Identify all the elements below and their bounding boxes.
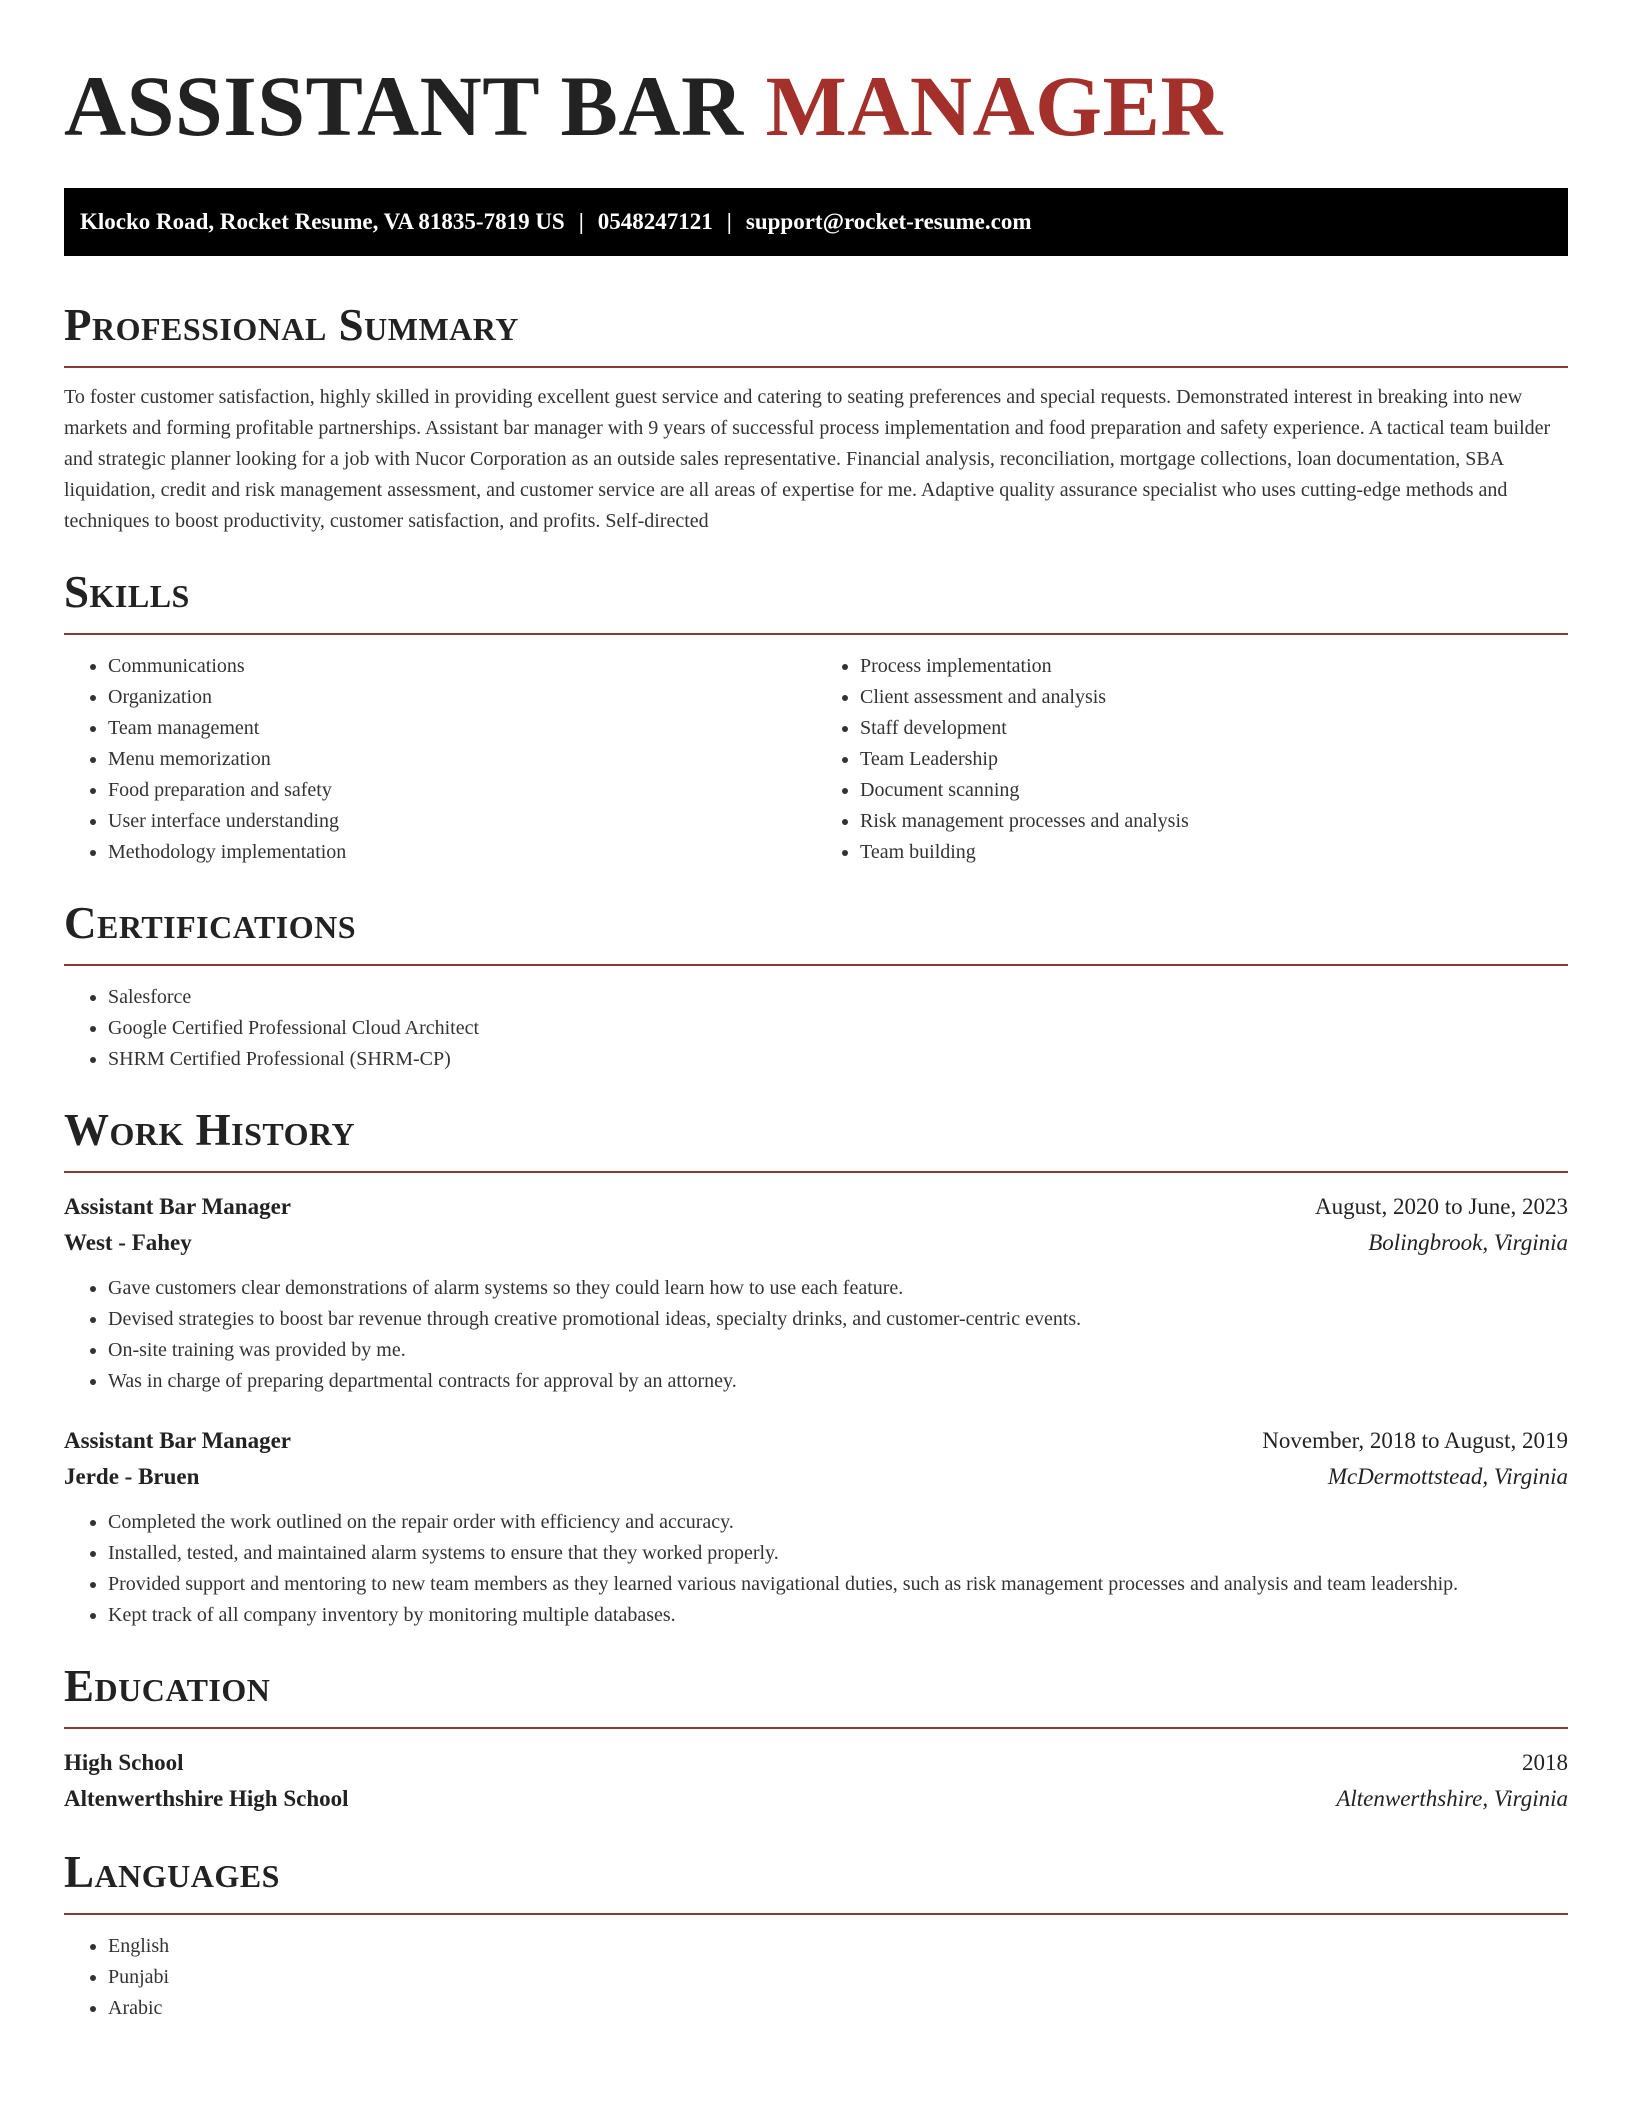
- skill-item: • Communications: [108, 651, 816, 682]
- job-location: Bolingbrook, Virginia: [1368, 1230, 1568, 1255]
- education-location: Altenwerthshire, Virginia: [1336, 1786, 1568, 1811]
- education-header-row: [64, 1745, 1568, 1781]
- skill-item: • Organization: [108, 682, 816, 713]
- section-divider: [64, 366, 1568, 368]
- section-divider: [64, 1171, 1568, 1173]
- education-school: Altenwerthshire High School: [64, 1786, 349, 1811]
- language-item: • Arabic: [108, 1993, 1568, 2024]
- certifications-list: [64, 982, 1568, 1075]
- language-item: • English: [108, 1931, 1568, 1962]
- resume-name: [64, 0, 1568, 154]
- job-dates: August, 2020 to June, 2023: [1315, 1194, 1568, 1219]
- job-location: McDermottstead, Virginia: [1327, 1464, 1568, 1489]
- skill-item: • Team building: [860, 837, 1568, 868]
- name-last: MANAGER: [765, 58, 1223, 154]
- education-title: Education: [64, 1661, 271, 1711]
- languages-section: [64, 1845, 1568, 2024]
- job-entry: [64, 1423, 1568, 1631]
- skills-title: Skills: [64, 567, 190, 617]
- job-duties-list: [64, 1507, 1568, 1631]
- contact-address: Klocko Road, Rocket Resume, VA 81835-7819 US: [80, 209, 565, 234]
- contact-email: support@rocket-resume.com: [745, 209, 1032, 234]
- job-header-row: [64, 1423, 1568, 1459]
- section-divider: [64, 1913, 1568, 1915]
- job-duty: • Devised strategies to boost bar revenue through creative promotional ideas, specialty drinks, and customer-centric events.: [108, 1304, 1568, 1335]
- job-company-row: [64, 1459, 1568, 1495]
- skill-item: • Client assessment and analysis: [860, 682, 1568, 713]
- job-entry: [64, 1189, 1568, 1397]
- work-history-title: Work History: [64, 1105, 356, 1155]
- contact-separator: |: [726, 209, 732, 234]
- job-duty: • Gave customers clear demonstrations of alarm systems so they could learn how to use each feature.: [108, 1273, 1568, 1304]
- job-duties-list: [64, 1273, 1568, 1397]
- contact-phone: 0548247121: [597, 209, 713, 234]
- job-company-row: [64, 1225, 1568, 1261]
- summary-section: [64, 298, 1568, 537]
- education-degree: High School: [64, 1750, 184, 1775]
- section-divider: [64, 964, 1568, 966]
- language-item: • Punjabi: [108, 1962, 1568, 1993]
- skill-item: • Document scanning: [860, 775, 1568, 806]
- skills-list-right: [816, 651, 1568, 868]
- skill-item: • Staff development: [860, 713, 1568, 744]
- skill-item: • Food preparation and safety: [108, 775, 816, 806]
- job-duty: • Kept track of all company inventory by monitoring multiple databases.: [108, 1600, 1568, 1631]
- education-school-row: [64, 1781, 1568, 1817]
- job-duty: • Provided support and mentoring to new team members as they learned various navigational duties, such as risk management processes and analysis and team leadership.: [108, 1569, 1568, 1600]
- job-dates: November, 2018 to August, 2019: [1262, 1428, 1568, 1453]
- job-role: Assistant Bar Manager: [64, 1194, 292, 1219]
- education-entry: [64, 1745, 1568, 1817]
- certifications-title: Certifications: [64, 898, 357, 948]
- job-company: Jerde - Bruen: [64, 1464, 200, 1489]
- summary-text: To foster customer satisfaction, highly skilled in providing excellent guest service and catering to seating preferences and special requests. Demonstrated interest in breaking into new markets and forming profitable partnerships. Assistant bar manager with 9 years of successful process implementation and food preparation and safety experience. A tactical team builder and strategic planner looking for a job with Nucor Corporation as an outside sales representative. Financial analysis, reconciliation, mortgage collections, loan documentation, SBA liquidation, credit and risk management assessment, and customer service are all areas of expertise for me. Adaptive quality assurance specialist who uses cutting-edge methods and techniques to boost productivity, customer satisfaction, and profits. Self-directed: [64, 386, 1551, 532]
- summary-title: Professional Summary: [64, 300, 519, 350]
- certifications-section: [64, 896, 1568, 1075]
- skill-item: • User interface understanding: [108, 806, 816, 837]
- skill-item: • Risk management processes and analysis: [860, 806, 1568, 837]
- skills-section: [64, 565, 1568, 868]
- name-first: ASSISTANT BAR: [64, 58, 744, 154]
- job-header-row: [64, 1189, 1568, 1225]
- job-role: Assistant Bar Manager: [64, 1428, 292, 1453]
- certification-item: • Salesforce: [108, 982, 1568, 1013]
- job-duty: • Completed the work outlined on the repair order with efficiency and accuracy.: [108, 1507, 1568, 1538]
- certification-item: • SHRM Certified Professional (SHRM-CP): [108, 1044, 1568, 1075]
- skill-item: • Menu memorization: [108, 744, 816, 775]
- skill-item: • Process implementation: [860, 651, 1568, 682]
- job-duty: • On-site training was provided by me.: [108, 1335, 1568, 1366]
- education-section: [64, 1659, 1568, 1817]
- job-duty: • Installed, tested, and maintained alarm systems to ensure that they worked properly.: [108, 1538, 1568, 1569]
- skill-item: • Methodology implementation: [108, 837, 816, 868]
- contact-bar: [64, 188, 1568, 256]
- skills-list-left: [64, 651, 816, 868]
- languages-list: [64, 1931, 1568, 2024]
- skills-columns: [64, 651, 1568, 868]
- job-company: West - Fahey: [64, 1230, 192, 1255]
- skill-item: • Team Leadership: [860, 744, 1568, 775]
- work-history-section: [64, 1103, 1568, 1631]
- section-divider: [64, 633, 1568, 635]
- education-year: 2018: [1522, 1750, 1568, 1775]
- section-divider: [64, 1727, 1568, 1729]
- certification-item: • Google Certified Professional Cloud Architect: [108, 1013, 1568, 1044]
- job-duty: • Was in charge of preparing departmental contracts for approval by an attorney.: [108, 1366, 1568, 1397]
- languages-title: Languages: [64, 1847, 280, 1897]
- skill-item: • Team management: [108, 713, 816, 744]
- contact-separator: |: [578, 209, 584, 234]
